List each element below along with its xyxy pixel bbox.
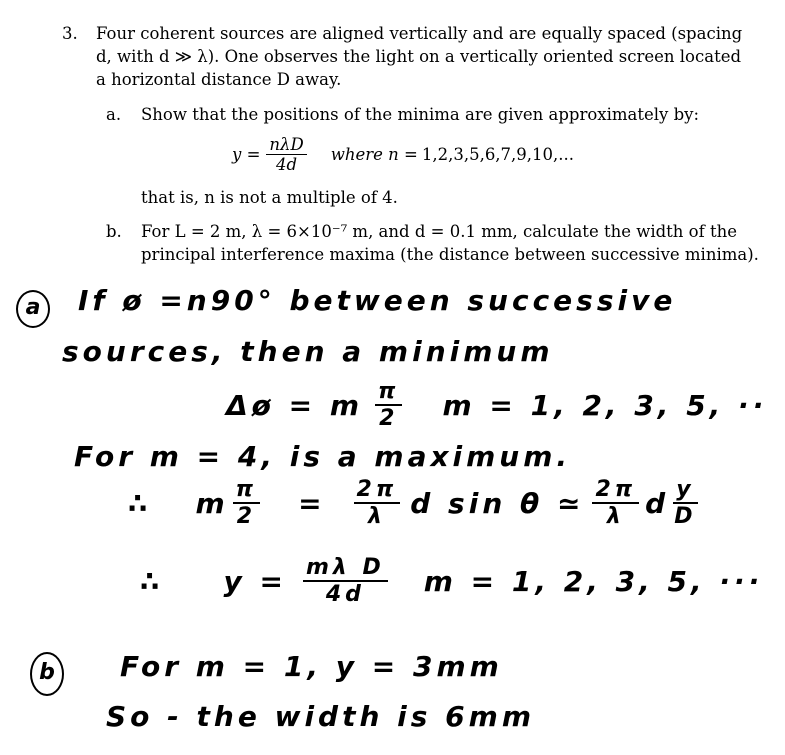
solution-a-line-2: sources, then a minimum: [62, 335, 554, 368]
part-b-line-2: principal interference maxima (the distance between successive minima).: [141, 245, 759, 264]
result-lhs: y =: [223, 565, 287, 599]
phase-den: 2: [379, 406, 399, 432]
path-fraction-2: [354, 478, 401, 529]
intro-line-3: a horizontal distance D away.: [96, 70, 342, 89]
path-d: d: [645, 487, 670, 521]
solution-b-marker: b: [30, 652, 64, 696]
path-equals: =: [298, 487, 326, 521]
therefore-symbol: ∴: [128, 487, 152, 521]
result-range: m = 1, 2, 3, 5, ···: [423, 565, 764, 599]
part-a-note: that is, n is not a multiple of 4.: [141, 188, 398, 207]
formula-where: where n =: [330, 145, 418, 165]
minima-formula: [232, 136, 574, 174]
formula-values: 1,2,3,5,6,7,9,10,...: [421, 145, 575, 165]
part-a-label: a.: [106, 105, 122, 124]
solution-a-line-4: For m = 4, is a maximum.: [74, 440, 572, 473]
therefore-symbol: ∴: [140, 565, 164, 599]
intro-line-1: Four coherent sources are aligned vertically and are equally spaced (spacing: [96, 24, 743, 43]
path-den-2: λ: [367, 504, 386, 530]
formula-numerator: nλD: [266, 136, 306, 155]
path-num-4: y: [673, 478, 697, 504]
path-den-4: D: [674, 504, 697, 530]
part-a-text: Show that the positions of the minima are given approximately by:: [141, 105, 700, 124]
part-b-line-1: For L = 2 m, λ = 6×10⁻⁷ m, and d = 0.1 mm, calculate the width of the: [141, 222, 737, 241]
solution-a-result-equation: [140, 556, 763, 607]
phase-range: m = 1, 2, 3, 5, ··: [442, 389, 768, 423]
solution-a-phase-equation: [226, 380, 767, 431]
path-fraction-4: [673, 478, 697, 529]
path-num-3: 2π: [592, 478, 639, 504]
path-mid: d sin θ ≃: [410, 487, 585, 521]
result-den: 4d: [325, 582, 365, 608]
path-m: m: [195, 487, 229, 521]
formula-denominator: 4d: [276, 155, 298, 175]
result-num: mλ D: [303, 556, 388, 582]
formula-fraction: [266, 136, 306, 174]
solution-b-line-1: For m = 1, y = 3mm: [120, 650, 503, 683]
phase-fraction: [375, 380, 402, 431]
intro-line-2: d, with d ≫ λ). One observes the light on a vertically oriented screen located: [96, 47, 742, 66]
phase-lhs: Δø = m: [226, 389, 364, 423]
path-fraction-3: [592, 478, 639, 529]
part-b-label: b.: [106, 222, 122, 241]
path-num-2: 2π: [354, 478, 401, 504]
solution-a-path-equation: [128, 478, 698, 529]
path-num-1: π: [233, 478, 260, 504]
solution-a-marker: a: [16, 290, 50, 328]
path-den-3: λ: [606, 504, 625, 530]
solution-a-line-1: If ø =n90° between successive: [78, 284, 677, 317]
solution-b-line-2: So - the width is 6mm: [106, 700, 535, 733]
path-den-1: 2: [236, 504, 257, 530]
formula-lhs: y =: [232, 145, 261, 165]
path-fraction-1: [233, 478, 260, 529]
phase-num: π: [375, 380, 402, 406]
problem-number: 3.: [62, 24, 78, 43]
result-fraction: [303, 556, 388, 607]
